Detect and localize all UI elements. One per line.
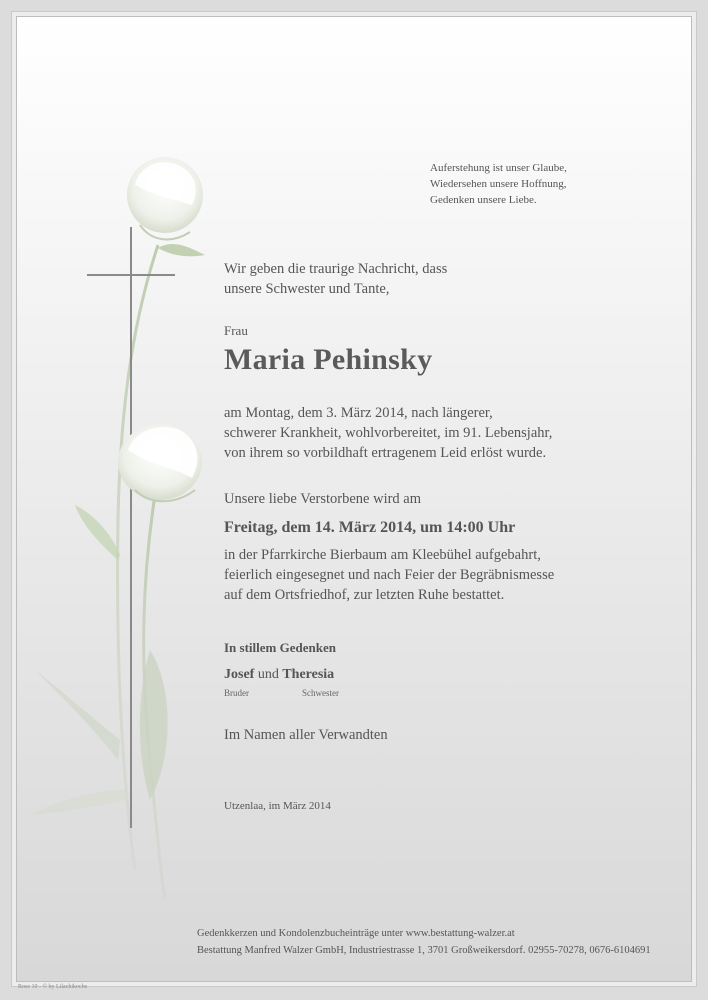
- funeral-date: Freitag, dem 14. März 2014, um 14:00 Uhr: [224, 519, 516, 536]
- funeral-text-line: in der Pfarrkirche Bierbaum am Kleebühel aufgebahrt,: [224, 547, 541, 563]
- motto-verse: [430, 160, 670, 208]
- mourner-connector: und: [257, 667, 279, 682]
- motto-line: Gedenken unsere Liebe.: [430, 194, 537, 206]
- motto-line: Auferstehung ist unser Glaube,: [430, 162, 567, 174]
- remembrance-heading: In stillem Gedenken: [224, 640, 336, 655]
- death-text-line: am Montag, dem 3. März 2014, nach längerer,: [224, 405, 493, 421]
- footer-line: Bestattung Manfred Walzer GmbH, Industriestrasse 1, 3701 Großweikersdorf. 02955-70278, 0676-6104691: [197, 945, 651, 956]
- funeral-text-line: auf dem Ortsfriedhof, zur letzten Ruhe bestattet.: [224, 587, 505, 603]
- place-date: Utzenlaa, im März 2014: [224, 800, 331, 812]
- image-credit: Rose 10 - © by Lilachikochs: [18, 984, 88, 990]
- deceased-name: Maria Pehinsky: [224, 343, 433, 376]
- mourner-second-name: Theresia: [282, 667, 335, 682]
- funeral-intro: Unsere liebe Verstorbene wird am: [224, 491, 422, 507]
- relatives-line: Im Namen aller Verwandten: [224, 727, 388, 743]
- funeral-text-line: feierlich eingesegnet und nach Feier der Begräbnismesse: [224, 567, 555, 583]
- footer-line: Gedenkkerzen und Kondolenzbucheinträge unter www.bestattung-walzer.at: [197, 928, 515, 939]
- mourners-line: [224, 667, 334, 683]
- mourner-first-relation: Bruder: [224, 688, 249, 698]
- motto-line: Wiedersehen unsere Hoffnung,: [430, 178, 567, 190]
- intro-line: unsere Schwester und Tante,: [224, 281, 390, 297]
- title-prefix: Frau: [224, 323, 248, 338]
- mourner-second-relation: Schwester: [302, 688, 339, 698]
- mourner-first-name: Josef: [224, 667, 255, 682]
- death-text-line: schwerer Krankheit, wohlvorbereitet, im 91. Lebensjahr,: [224, 425, 553, 441]
- white-rose-top-icon: [127, 157, 203, 239]
- intro-line: Wir geben die traurige Nachricht, dass: [224, 261, 448, 277]
- footer: [197, 925, 651, 959]
- death-text-line: von ihrem so vorbildhaft ertragenem Leid erlöst wurde.: [224, 445, 547, 461]
